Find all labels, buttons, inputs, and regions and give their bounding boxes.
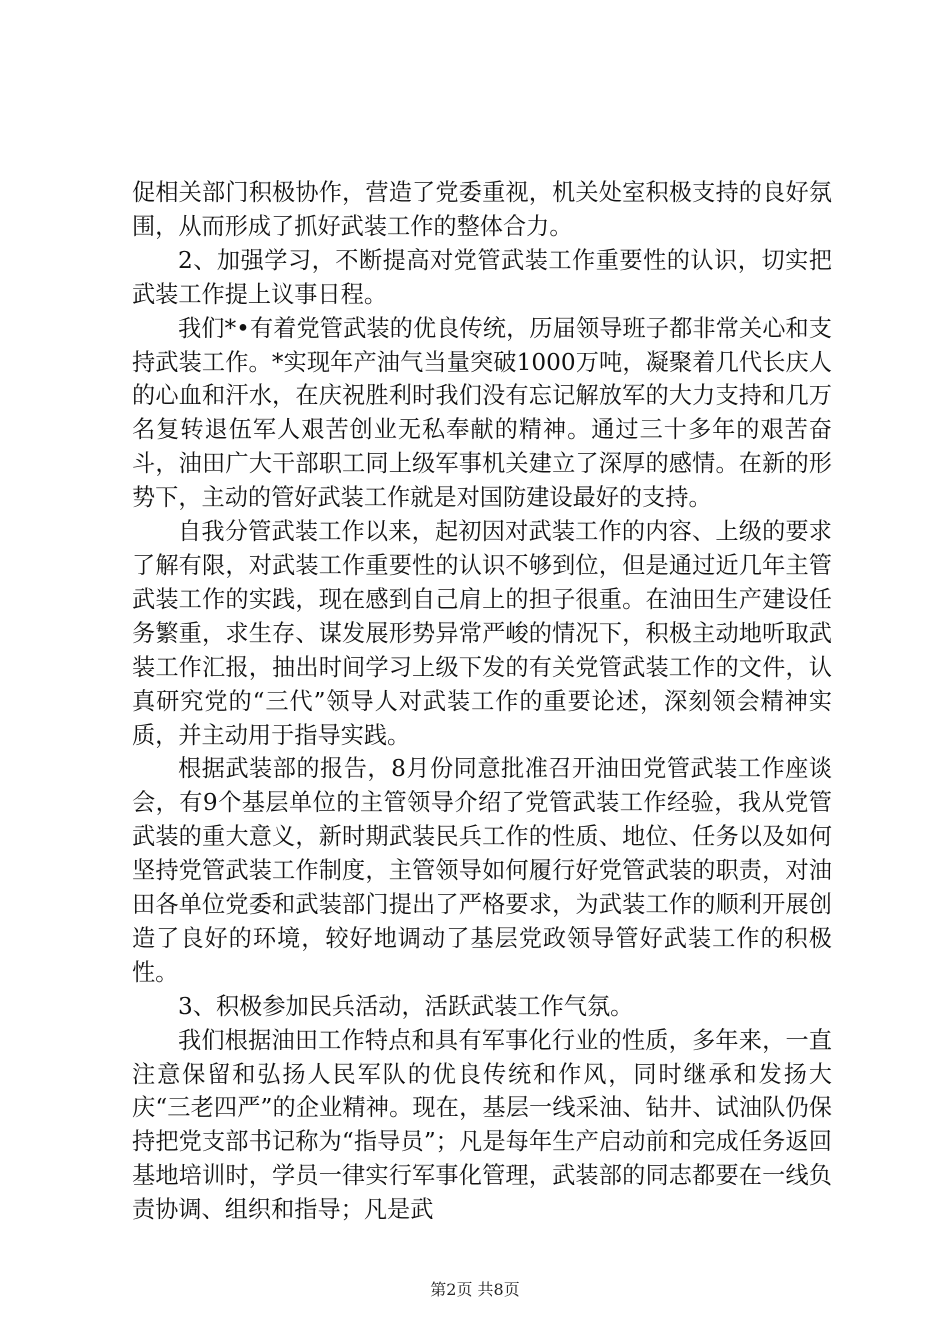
paragraph-militia-activities: 我们根据油田工作特点和具有军事化行业的性质，多年来，一直注意保留和弘扬人民军队的优良传统和作风，同时继承和发扬大庆“三老四严”的企业精神。现在，基层一线采油、钻井、试油队仍保持把党支部书记称为“指导员”；凡是每年生产启动前和完成任务返回基地培训时，学员一律实行军事化管理，武装部的同志都要在一线负责协调、组织和指导；凡是武 [132, 1026, 832, 1224]
page-footer [0, 1280, 950, 1300]
paragraph-self-management: 自我分管武装工作以来，起初因对武装工作的内容、上级的要求了解有限，对武装工作重要性的认识不够到位，但是通过近几年主管武装工作的实践，现在感到自己肩上的担子很重。在油田生产建设任务繁重，求生存、谋发展形势异常严峻的情况下，积极主动地听取武装工作汇报，抽出时间学习上级下发的有关党管武装工作的文件，认真研究党的“三代”领导人对武装工作的重要论述，深刻领会精神实质，并主动用于指导实践。 [132, 518, 832, 749]
paragraph-symposium: 根据武装部的报告，8月份同意批准召开油田党管武装工作座谈会，有9个基层单位的主管领导介绍了党管武装工作经验，我从党管武装的重大意义，新时期武装民兵工作的性质、地位、任务以及如何坚持党管武装工作制度，主管领导如何履行好党管武装的职责，对油田各单位党委和武装部门提出了严格要求，为武装工作的顺利开展创造了良好的环境，较好地调动了基层党政领导管好武装工作的积极性。 [132, 755, 832, 986]
paragraph-heading-3: 3、积极参加民兵活动，活跃武装工作气氛。 [178, 992, 634, 1020]
document-body [132, 176, 832, 1227]
paragraph-continuation: 促相关部门积极协作，营造了党委重视，机关处室积极支持的良好氛围，从而形成了抓好武装工作的整体合力。 [132, 179, 832, 240]
paragraph-heading-2: 2、加强学习，不断提高对党管武装工作重要性的认识，切实把武装工作提上议事日程。 [132, 246, 832, 308]
page-number: 第2页 共8页 [430, 1280, 520, 1299]
paragraph-tradition: 我们*•有着党管武装的优良传统，历届领导班子都非常关心和支持武装工作。*实现年产油气当量突破1000万吨，凝聚着几代长庆人的心血和汗水，在庆祝胜利时我们没有忘记解放军的大力支持和几万名复转退伍军人艰苦创业无私奉献的精神。通过三十多年的艰苦奋斗，油田广大干部职工同上级军事机关建立了深厚的感情。在新的形势下，主动的管好武装工作就是对国防建设最好的支持。 [132, 314, 832, 512]
